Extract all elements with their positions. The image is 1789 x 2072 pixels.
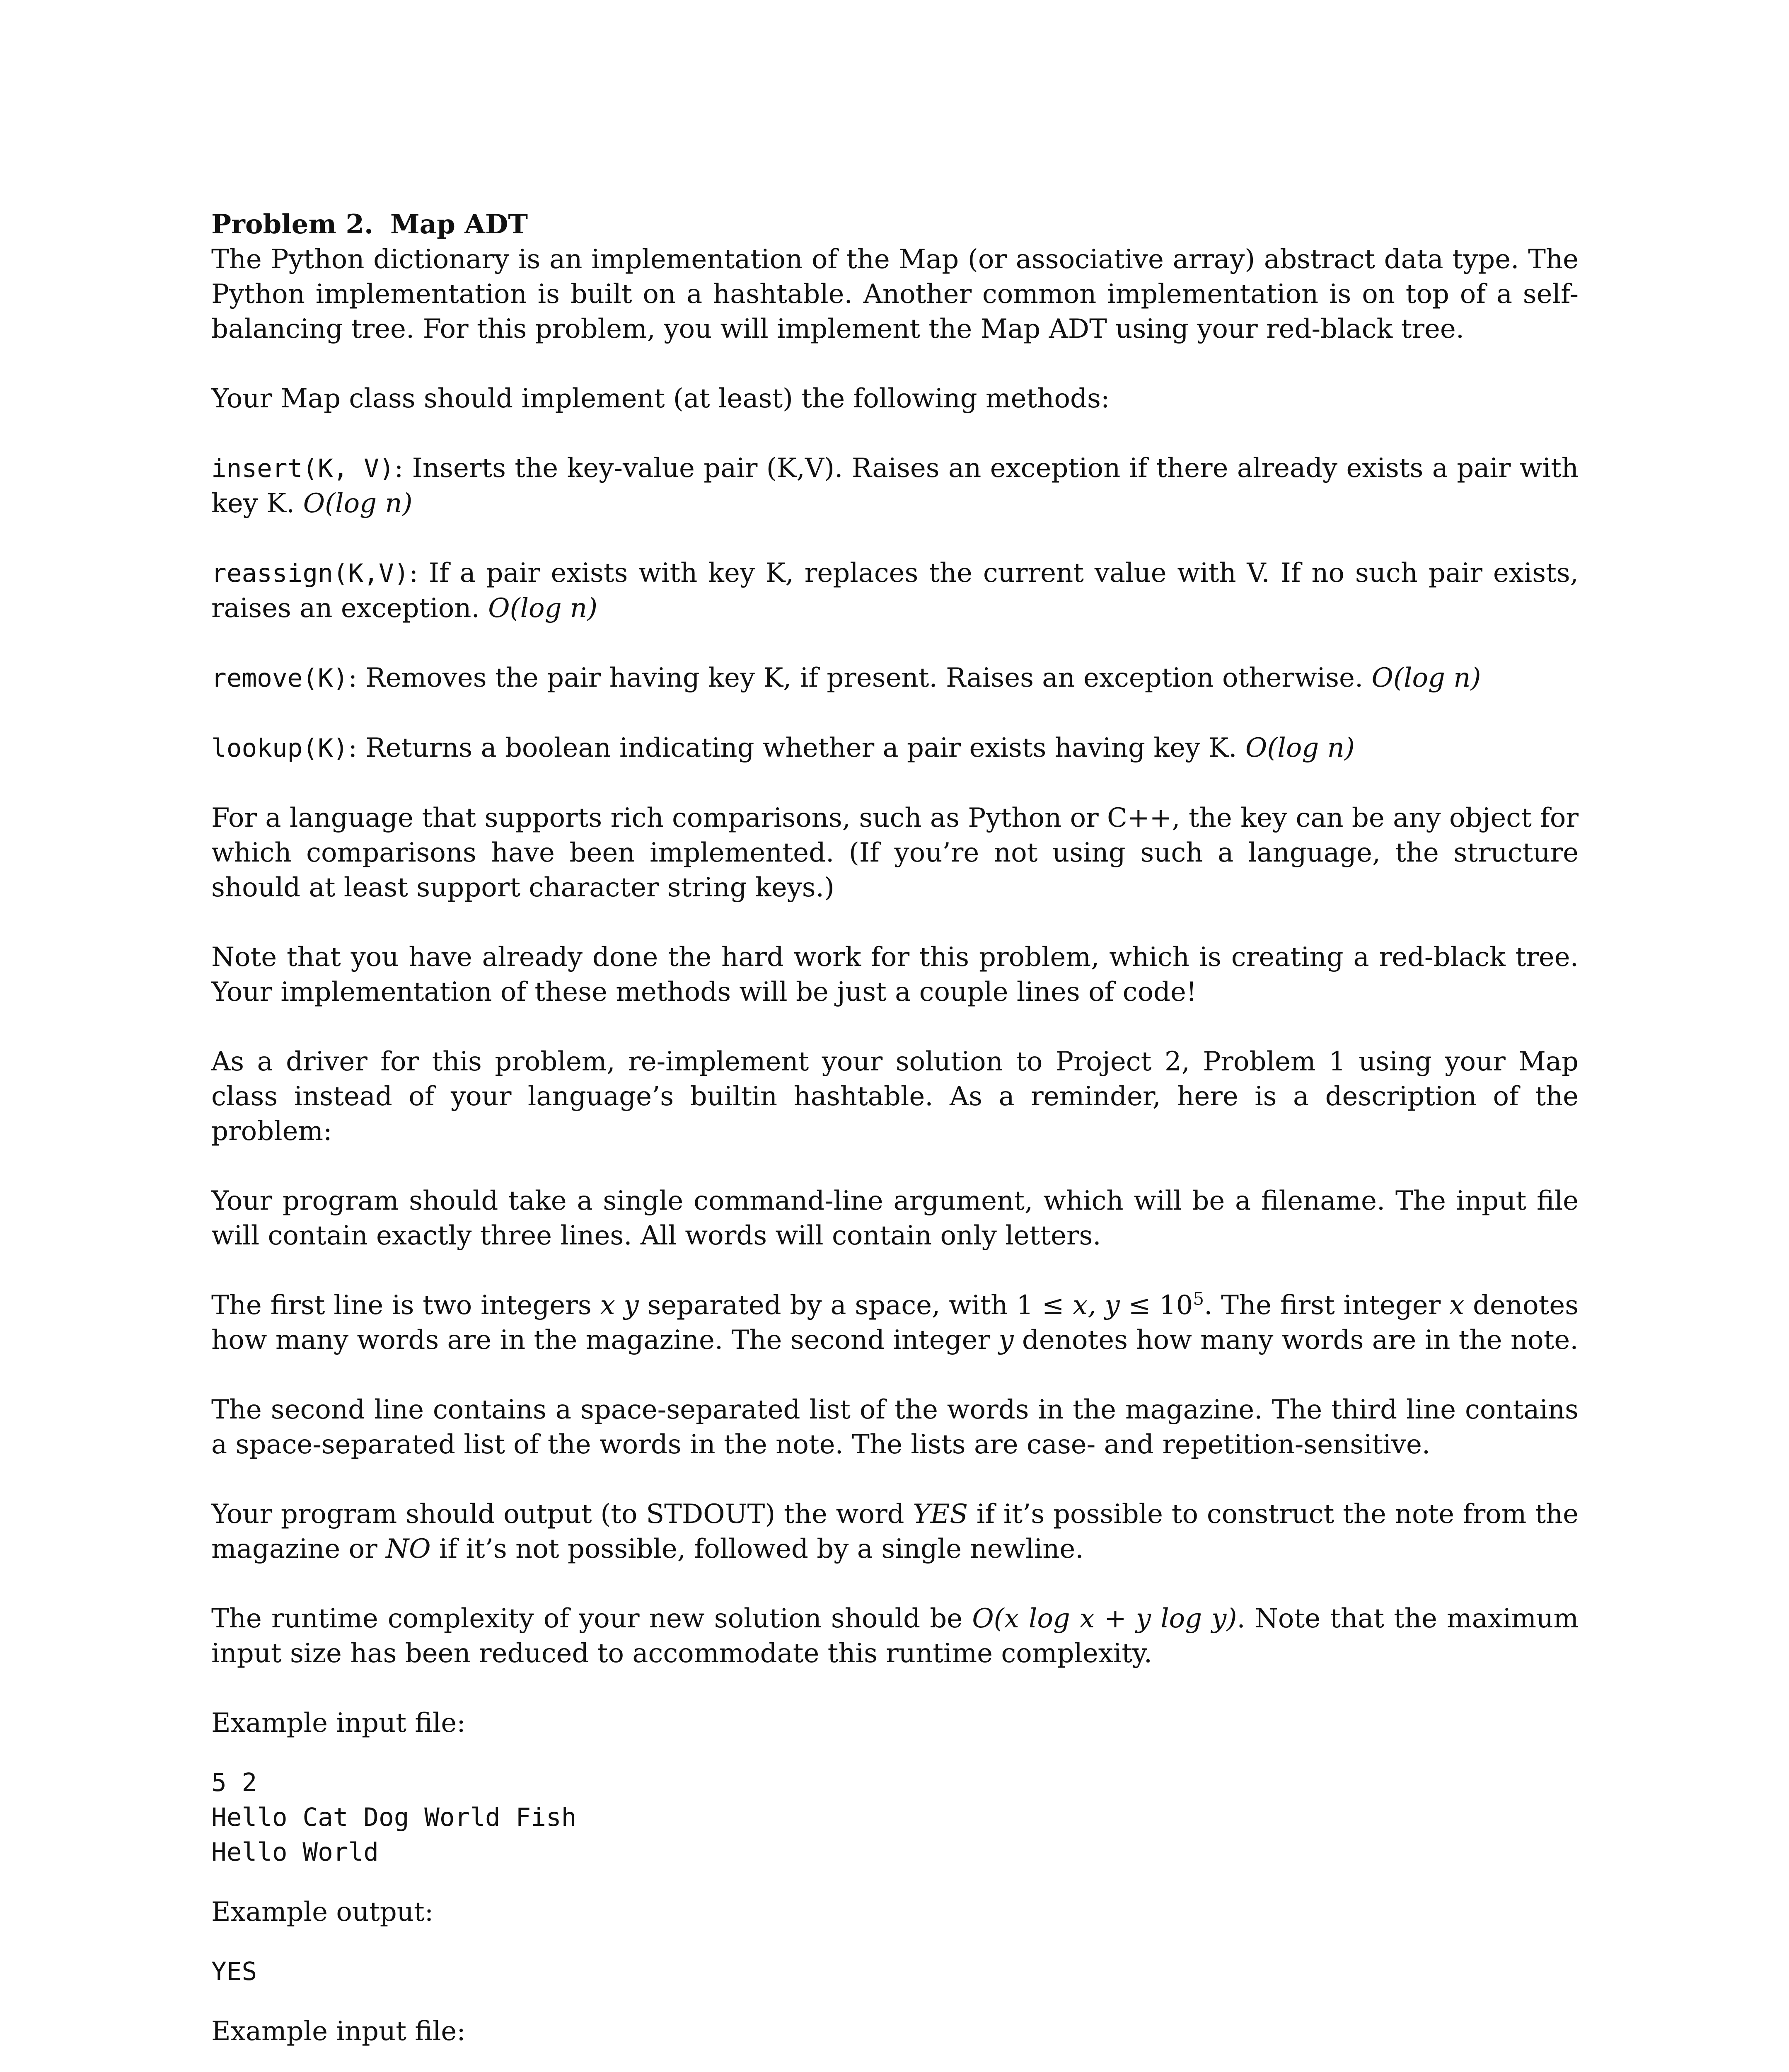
intro-text: The Python dictionary is an implementation of the Map (or associative array) abstract data type. The Python implementation is built on a hashtable. Another common implementation is on top of a self-balancing tree. For this problem, you will implement the Map ADT using your red-black tree. bbox=[211, 244, 1579, 344]
method-signature: insert(K, V) bbox=[211, 454, 394, 483]
example-output-code bbox=[211, 1954, 1579, 1989]
method-complexity: O(log n) bbox=[303, 488, 413, 519]
first-line-text: . The first integer bbox=[1204, 1290, 1441, 1321]
first-line-paragraph bbox=[211, 1288, 1579, 1358]
method-complexity: O(log n) bbox=[1371, 663, 1481, 693]
first-line-text: ≤ 10 bbox=[1128, 1290, 1193, 1321]
code-line: 5 2 bbox=[211, 1768, 257, 1797]
method-insert bbox=[211, 451, 1579, 521]
code-line: YES bbox=[211, 1957, 257, 1986]
code-line: Hello World bbox=[211, 1837, 379, 1867]
example-input-label: Example input file: bbox=[211, 1708, 466, 1738]
output-paragraph bbox=[211, 1497, 1579, 1566]
problem-intro bbox=[211, 207, 1579, 346]
problem-heading: Problem 2. bbox=[211, 209, 374, 240]
methods-intro: Your Map class should implement (at least) the following methods: bbox=[211, 383, 1110, 414]
output-text: if it’s not possible, followed by a single newline. bbox=[439, 1534, 1084, 1564]
first-line-text: separated by a space, with 1 ≤ bbox=[647, 1290, 1064, 1321]
method-remove bbox=[211, 661, 1579, 696]
first-line-text: The first line is two integers bbox=[211, 1290, 592, 1321]
method-description: : Returns a boolean indicating whether a pair exists having key K. bbox=[348, 733, 1237, 763]
code-line: Hello Cat Dog World Fish bbox=[211, 1803, 577, 1832]
runtime-text: The runtime complexity of your new solution should be bbox=[211, 1603, 963, 1634]
method-reassign bbox=[211, 556, 1579, 626]
var-x: x y bbox=[600, 1290, 639, 1321]
method-description: : Inserts the key-value pair (K,V). Raises an exception if there already exists a pair with key K. bbox=[211, 453, 1579, 519]
second-line-paragraph: The second line contains a space-separated list of the words in the magazine. The third line contains a space-separated list of the words in the note. The lists are case- and repetition-sensitive. bbox=[211, 1394, 1579, 1460]
note-paragraph: Note that you have already done the hard work for this problem, which is creating a red-black tree. Your implementation of these methods will be just a couple lines of code! bbox=[211, 942, 1579, 1007]
output-yes: YES bbox=[913, 1499, 968, 1530]
method-description: : Removes the pair having key K, if present. Raises an exception otherwise. bbox=[348, 663, 1364, 693]
method-signature: reassign(K,V) bbox=[211, 559, 409, 588]
runtime-formula: O(x log x + y log y) bbox=[972, 1603, 1237, 1634]
method-complexity: O(log n) bbox=[1245, 733, 1355, 763]
output-text: if it’s possible to construct the note from the magazine or bbox=[211, 1499, 1579, 1564]
comparisons-paragraph: For a language that supports rich comparisons, such as Python or C++, the key can be any object for which comparisons have been implemented. (If you’re not using such a language, the structure should at least support character string keys.) bbox=[211, 803, 1579, 903]
method-signature: remove(K) bbox=[211, 663, 348, 693]
example-input-label-2: Example input file: bbox=[211, 2016, 466, 2047]
var-xy: x, y bbox=[1073, 1290, 1120, 1321]
runtime-text: . Note that the maximum input size has been reduced to accommodate this runtime complexity. bbox=[211, 1603, 1579, 1669]
exponent: 5 bbox=[1193, 1288, 1204, 1309]
first-line-text: denotes how many words are in the note. bbox=[1022, 1325, 1579, 1356]
example-input-code bbox=[211, 1765, 1579, 1870]
method-description: : If a pair exists with key K, replaces the current value with V. If no such pair exists, raises an exception. bbox=[211, 558, 1579, 624]
driver-paragraph: As a driver for this problem, re-implement your solution to Project 2, Problem 1 using your Map class instead of your language’s builtin hashtable. As a reminder, here is a description of the problem: bbox=[211, 1046, 1579, 1147]
method-complexity: O(log n) bbox=[488, 593, 598, 624]
runtime-paragraph bbox=[211, 1601, 1579, 1671]
method-lookup bbox=[211, 731, 1579, 766]
problem-title: Map ADT bbox=[390, 209, 528, 240]
output-text: Your program should output (to STDOUT) the word bbox=[211, 1499, 904, 1530]
example-output-label: Example output: bbox=[211, 1897, 434, 1927]
first-line-text: denotes how many words are in the magazine. The second integer bbox=[211, 1290, 1579, 1356]
program-paragraph: Your program should take a single command-line argument, which will be a filename. The input file will contain exactly three lines. All words will contain only letters. bbox=[211, 1186, 1579, 1251]
output-no: NO bbox=[386, 1534, 431, 1564]
document-page bbox=[211, 207, 1579, 2072]
method-signature: lookup(K) bbox=[211, 733, 348, 763]
var-y: y bbox=[998, 1325, 1014, 1356]
var-x: x bbox=[1449, 1290, 1465, 1321]
